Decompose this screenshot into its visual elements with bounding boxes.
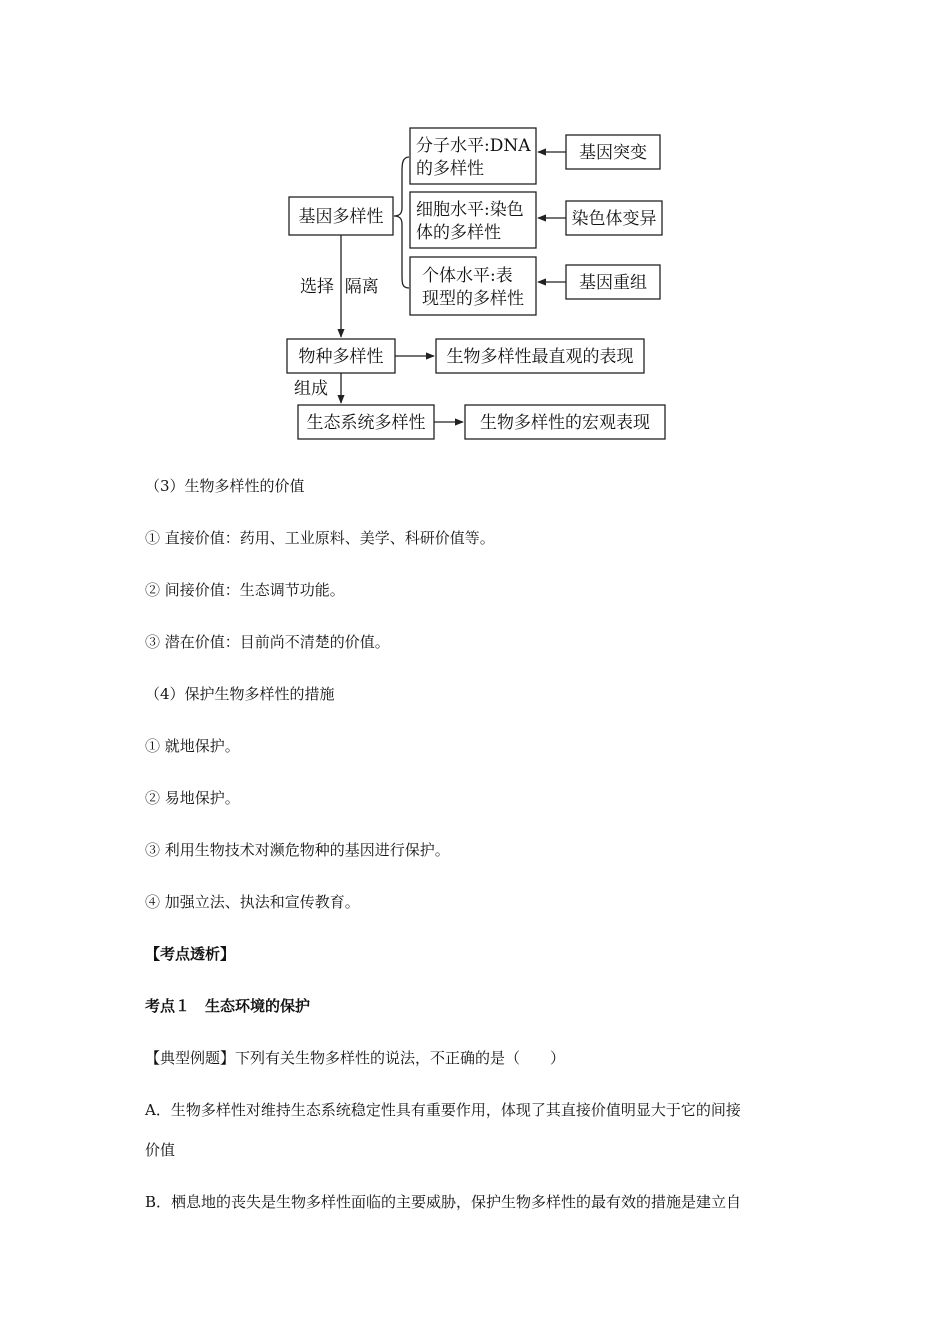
option-b-line1: B．栖息地的丧失是生物多样性面临的主要威胁，保护生物多样性的最有效的措施是建立自 — [145, 1193, 742, 1211]
chromosome-variation-label: 染色体变异 — [571, 209, 657, 229]
example-question: 【典型例题】下列有关生物多样性的说法，不正确的是（ ） — [145, 1049, 566, 1067]
ecosystem-meaning-label: 生物多样性的宏观表现 — [480, 413, 650, 433]
composition-label: 组成 — [294, 379, 328, 399]
molecular-level-line2: 的多样性 — [416, 159, 484, 179]
measure-item-3: ③ 利用生物技术对濒危物种的基因进行保护。 — [145, 841, 450, 859]
measures-heading: （4）保护生物多样性的措施 — [145, 685, 335, 703]
option-a-line1: A．生物多样性对维持生态系统稳定性具有重要作用，体现了其直接价值明显大于它的间接 — [145, 1101, 741, 1119]
value-heading: （3）生物多样性的价值 — [145, 477, 305, 495]
individual-level-line1: 个体水平:表 — [422, 266, 513, 286]
option-a-line2: 价值 — [145, 1141, 176, 1159]
species-diversity-label: 物种多样性 — [298, 347, 384, 367]
selection-isolation-label: 选择 隔离 — [300, 277, 379, 297]
point-heading: 考点１ 生态环境的保护 — [145, 997, 311, 1015]
value-item-3: ③ 潜在价值：目前尚不清楚的价值。 — [145, 633, 390, 651]
measure-item-2: ② 易地保护。 — [145, 789, 240, 807]
gene-recombination-label: 基因重组 — [579, 273, 647, 293]
molecular-level-line1: 分子水平:DNA — [416, 136, 531, 156]
species-meaning-label: 生物多样性最直观的表现 — [446, 347, 634, 367]
levels-brace — [394, 157, 409, 288]
genetic-diversity-label: 基因多样性 — [298, 207, 384, 227]
measure-item-1: ① 就地保护。 — [145, 737, 240, 755]
measure-item-4: ④ 加强立法、执法和宣传教育。 — [145, 893, 360, 911]
individual-level-line2: 现型的多样性 — [422, 289, 524, 309]
analysis-heading: 【考点透析】 — [145, 945, 236, 963]
cell-level-line1: 细胞水平:染色 — [416, 200, 524, 220]
cell-level-line2: 体的多样性 — [416, 223, 501, 243]
gene-mutation-label: 基因突变 — [579, 143, 647, 163]
ecosystem-diversity-label: 生态系统多样性 — [306, 413, 426, 433]
value-item-2: ② 间接价值：生态调节功能。 — [145, 581, 345, 599]
value-item-1: ① 直接价值：药用、工业原料、美学、科研价值等。 — [145, 529, 495, 547]
biodiversity-concept-diagram — [0, 0, 950, 460]
